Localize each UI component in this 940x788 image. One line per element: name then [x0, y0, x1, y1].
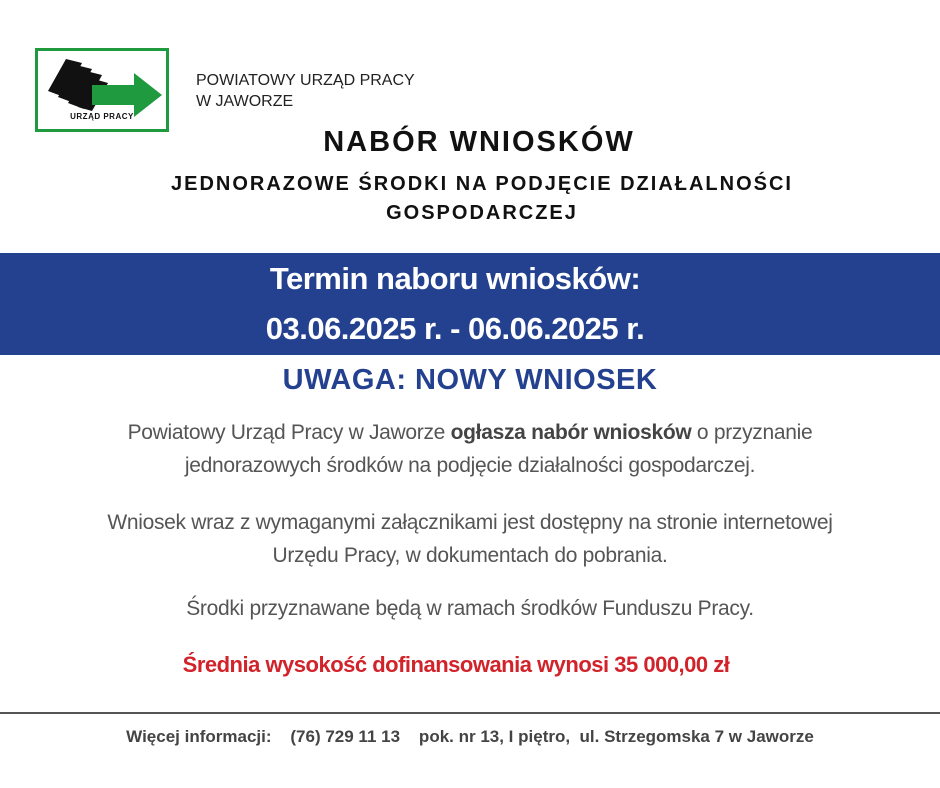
page-title: NABÓR WNIOSKÓW: [323, 126, 635, 158]
page-subtitle: [0, 170, 940, 228]
form-availability-line1: Wniosek wraz z wymaganymi załącznikami jest dostępny na stronie internetowej: [107, 511, 833, 534]
form-availability-paragraph: [20, 506, 920, 572]
organization-name: [196, 70, 415, 112]
deadline-dates: 03.06.2025 r. - 06.06.2025 r.: [265, 311, 645, 346]
organization-name-line2: W JAWORZE: [196, 93, 294, 110]
deadline-banner: [0, 253, 940, 355]
announcement-text-bold: ogłasza nabór wniosków: [450, 421, 692, 444]
subtitle-line2: GOSPODARCZEJ: [386, 202, 578, 224]
new-form-notice: UWAGA: NOWY WNIOSEK: [282, 364, 658, 396]
footer-divider: [0, 712, 940, 714]
funding-source-paragraph: Środki przyznawane będą w ramach środków Funduszu Pracy.: [186, 597, 754, 620]
logo: [35, 48, 169, 132]
announcement-line1: [20, 416, 920, 449]
form-availability-line2: Urzędu Pracy, w dokumentach do pobrania.: [272, 544, 668, 567]
announcement-line2: jednorazowych środków na podjęcie działalności gospodarczej.: [184, 454, 756, 477]
average-funding-text: Średnia wysokość dofinansowania wynosi 35 000,00 zł: [182, 652, 730, 677]
logo-caption: URZĄD PRACY: [70, 112, 134, 121]
announcement-text-pre: Powiatowy Urząd Pracy w Jaworze: [127, 421, 451, 444]
organization-name-line1: POWIATOWY URZĄD PRACY: [196, 72, 415, 89]
deadline-heading: Termin naboru wniosków:: [269, 261, 641, 296]
announcement-paragraph: [20, 416, 920, 482]
subtitle-line1: JEDNORAZOWE ŚRODKI NA PODJĘCIE DZIAŁALNOŚCI: [171, 173, 793, 195]
announcement-text-post: o przyznanie: [691, 421, 813, 444]
contact-footer: Więcej informacji: (76) 729 11 13 pok. nr 13, I piętro, ul. Strzegomska 7 w Jaworze: [126, 727, 814, 746]
